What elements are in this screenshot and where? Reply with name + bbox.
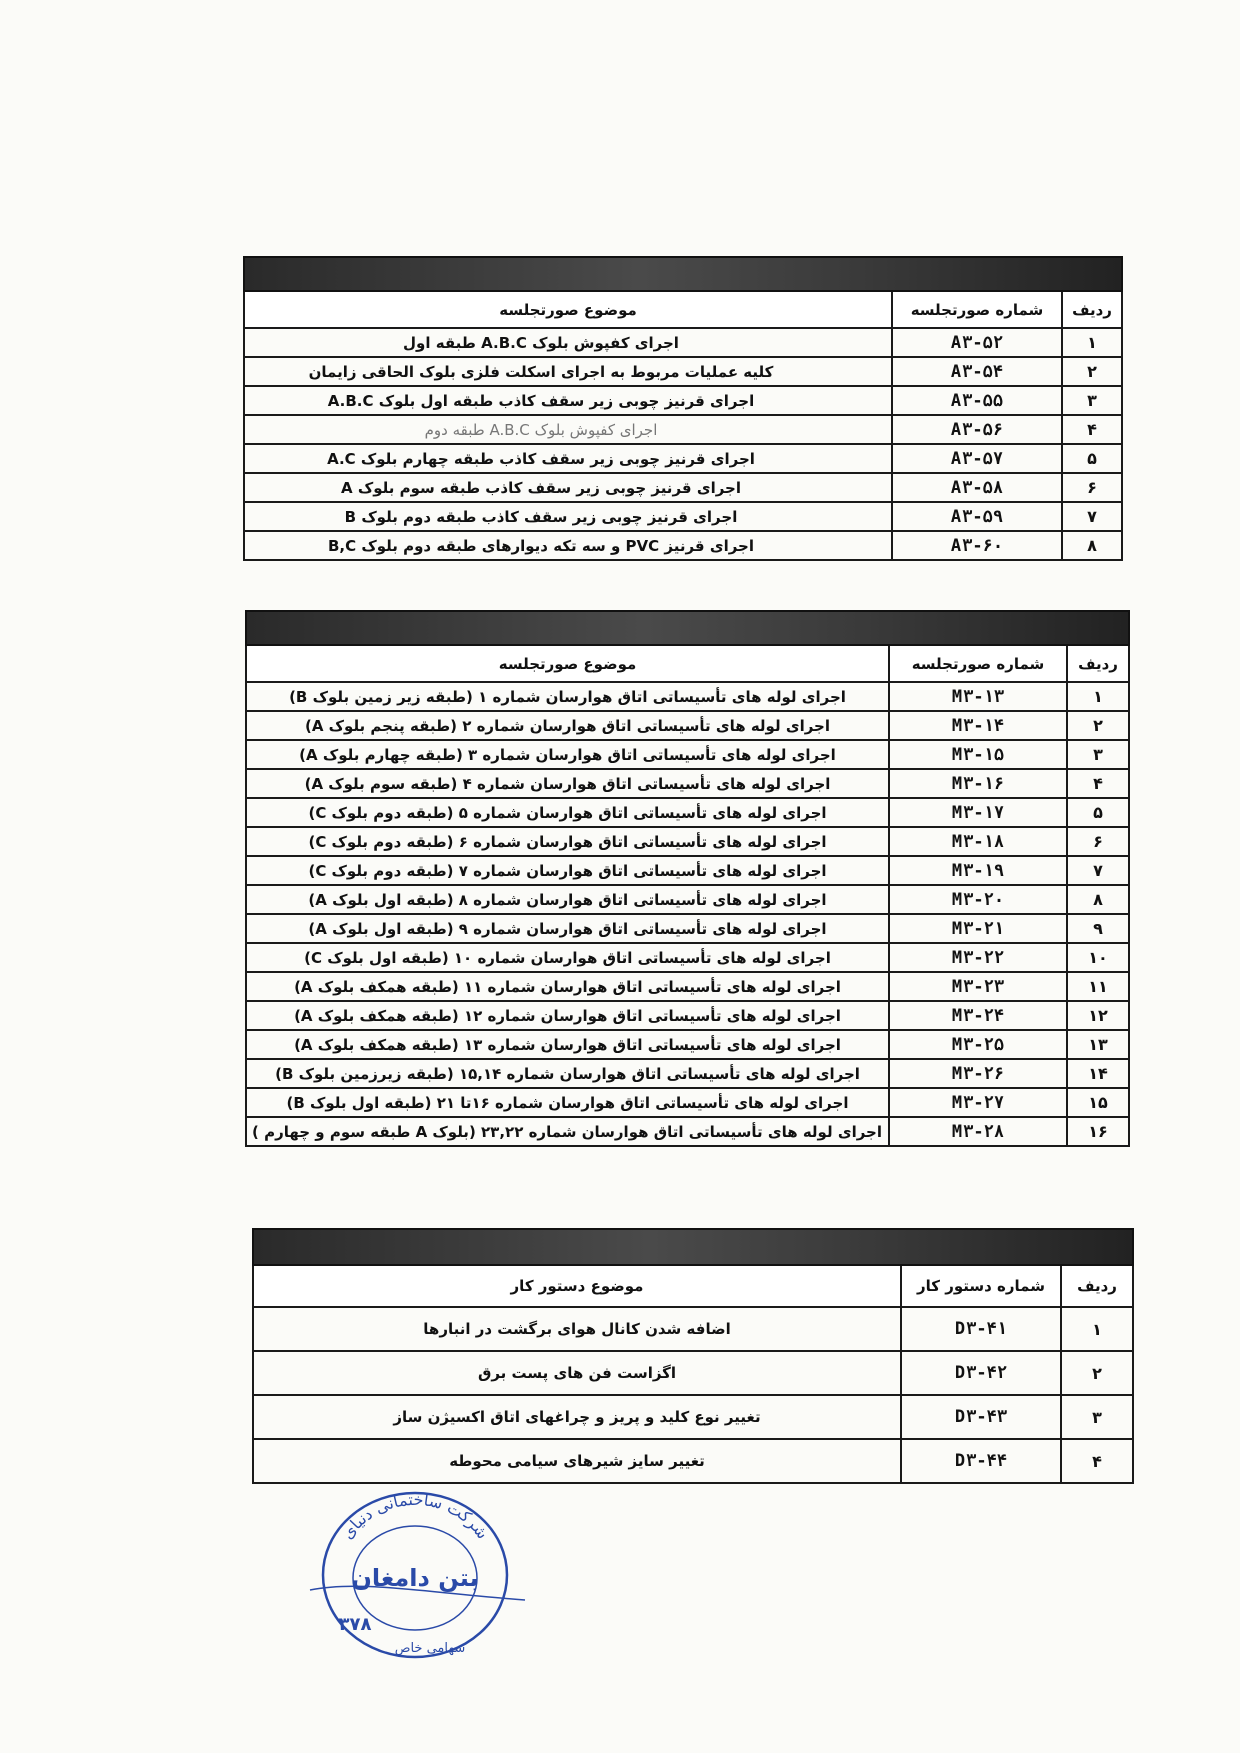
record-code: A۳-۶۰ <box>892 531 1062 560</box>
table-row <box>244 328 1122 357</box>
table-row <box>244 473 1122 502</box>
row-number: ۱۳ <box>1067 1030 1129 1059</box>
record-subject: اجرای قرنیز چوبی زیر سقف کاذب طبقه اول بلوک A.B.C <box>244 386 892 415</box>
row-number: ۳ <box>1067 740 1129 769</box>
table-row <box>246 1117 1129 1146</box>
table-row <box>246 972 1129 1001</box>
record-subject: اجرای لوله های تأسیساتی اتاق هوارسان شماره ۹ (طبقه اول بلوک A) <box>246 914 889 943</box>
record-subject: اجرای لوله های تأسیساتی اتاق هوارسان شماره ۱۵,۱۴ (طبقه زیرزمین بلوک B) <box>246 1059 889 1088</box>
record-code: M۳-۱۹ <box>889 856 1067 885</box>
row-number: ۲ <box>1067 711 1129 740</box>
record-code: M۳-۲۲ <box>889 943 1067 972</box>
col-header-code: شماره صورتجلسه <box>892 291 1062 328</box>
record-code: A۳-۵۴ <box>892 357 1062 386</box>
record-code: M۳-۲۷ <box>889 1088 1067 1117</box>
record-code: D۳-۴۴ <box>901 1439 1061 1483</box>
stamp-name: بتن دامغان <box>351 1564 479 1592</box>
record-subject: اجرای لوله های تأسیساتی اتاق هوارسان شماره ۳ (طبقه چهارم بلوک A) <box>246 740 889 769</box>
row-number: ۱۴ <box>1067 1059 1129 1088</box>
table-banner <box>246 611 1129 645</box>
record-code: M۳-۱۸ <box>889 827 1067 856</box>
record-subject: اجرای کفپوش بلوک A.B.C طبقه اول <box>244 328 892 357</box>
table-row <box>253 1307 1133 1351</box>
table-row <box>246 769 1129 798</box>
record-subject: اگزاست فن های پست برق <box>253 1351 901 1395</box>
table-row <box>246 914 1129 943</box>
record-code: M۳-۲۴ <box>889 1001 1067 1030</box>
record-code: A۳-۵۶ <box>892 415 1062 444</box>
record-subject: اجرای قرنیز چوبی زیر سقف کاذب طبقه چهارم بلوک A.C <box>244 444 892 473</box>
row-number: ۴ <box>1061 1439 1133 1483</box>
record-code: M۳-۱۶ <box>889 769 1067 798</box>
row-number: ۶ <box>1067 827 1129 856</box>
record-code: D۳-۴۲ <box>901 1351 1061 1395</box>
record-subject: اجرای لوله های تأسیساتی اتاق هوارسان شماره ۷ (طبقه دوم بلوک C) <box>246 856 889 885</box>
table-row <box>246 856 1129 885</box>
record-subject: اجرای لوله های تأسیساتی اتاق هوارسان شماره ۴ (طبقه سوم بلوک A) <box>246 769 889 798</box>
record-code: A۳-۵۸ <box>892 473 1062 502</box>
col-header-row: ردیف <box>1067 645 1129 682</box>
table-row <box>246 798 1129 827</box>
record-subject: تغییر سایز شیرهای سیامی محوطه <box>253 1439 901 1483</box>
table-row <box>253 1439 1133 1483</box>
record-code: M۳-۲۸ <box>889 1117 1067 1146</box>
row-number: ۴ <box>1067 769 1129 798</box>
row-number: ۳ <box>1061 1395 1133 1439</box>
col-header-row: ردیف <box>1062 291 1122 328</box>
record-code: M۳-۲۳ <box>889 972 1067 1001</box>
record-subject: اجرای لوله های تأسیساتی اتاق هوارسان شماره ۱ (طبقه زیر زمین بلوک B) <box>246 682 889 711</box>
row-number: ۵ <box>1067 798 1129 827</box>
record-code: A۳-۵۹ <box>892 502 1062 531</box>
record-subject: اجرای قرنیز چوبی زیر سقف کاذب طبقه دوم بلوک B <box>244 502 892 531</box>
row-number: ۸ <box>1062 531 1122 560</box>
row-number: ۱۶ <box>1067 1117 1129 1146</box>
row-number: ۷ <box>1062 502 1122 531</box>
table-row <box>246 740 1129 769</box>
record-subject: اجرای لوله های تأسیساتی اتاق هوارسان شماره ۱۱ (طبقه همکف بلوک A) <box>246 972 889 1001</box>
stamp-type: سهامی خاص <box>394 1641 466 1656</box>
table-row <box>246 1088 1129 1117</box>
work-orders-table-d <box>252 1228 1134 1484</box>
record-code: A۳-۵۵ <box>892 386 1062 415</box>
table-row <box>244 531 1122 560</box>
record-subject: اجرای لوله های تأسیساتی اتاق هوارسان شماره ۲ (طبقه پنجم بلوک A) <box>246 711 889 740</box>
record-code: D۳-۴۱ <box>901 1307 1061 1351</box>
table-row <box>244 357 1122 386</box>
record-subject: اجرای قرنیز چوبی زیر سقف کاذب طبقه سوم بلوک A <box>244 473 892 502</box>
record-subject: اجرای لوله های تأسیساتی اتاق هوارسان شماره ۱۶تا ۲۱ (طبقه اول بلوک B) <box>246 1088 889 1117</box>
svg-text:شرکت ساختمانی دنیای <box>338 1490 493 1543</box>
col-header-code: شماره صورتجلسه <box>889 645 1067 682</box>
record-subject: اجرای لوله های تأسیساتی اتاق هوارسان شماره ۱۳ (طبقه همکف بلوک A) <box>246 1030 889 1059</box>
record-subject: کلیه عملیات مربوط به اجرای اسکلت فلزی بلوک الحاقی زایمان <box>244 357 892 386</box>
row-number: ۷ <box>1067 856 1129 885</box>
record-subject: اجرای قرنیز PVC و سه تکه دیوارهای طبقه دوم بلوک B,C <box>244 531 892 560</box>
stamp-number: ۳۷۸ <box>338 1614 372 1635</box>
record-code: M۳-۱۷ <box>889 798 1067 827</box>
table-row <box>253 1395 1133 1439</box>
row-number: ۱۱ <box>1067 972 1129 1001</box>
record-subject: اجرای کفپوش بلوک A.B.C طبقه دوم <box>244 415 892 444</box>
table-row <box>244 415 1122 444</box>
row-number: ۱۲ <box>1067 1001 1129 1030</box>
table-row <box>246 1001 1129 1030</box>
row-number: ۴ <box>1062 415 1122 444</box>
record-subject: تغییر نوع کلید و پریز و چراغهای اتاق اکسیژن ساز <box>253 1395 901 1439</box>
table-row <box>244 386 1122 415</box>
col-header-desc: موضوع دستور کار <box>253 1265 901 1307</box>
record-code: M۳-۲۱ <box>889 914 1067 943</box>
row-number: ۱ <box>1067 682 1129 711</box>
table-row <box>244 502 1122 531</box>
row-number: ۶ <box>1062 473 1122 502</box>
row-number: ۵ <box>1062 444 1122 473</box>
col-header-desc: موضوع صورتجلسه <box>244 291 892 328</box>
row-number: ۱۰ <box>1067 943 1129 972</box>
record-code: D۳-۴۳ <box>901 1395 1061 1439</box>
record-code: M۳-۲۶ <box>889 1059 1067 1088</box>
record-subject: اجرای لوله های تأسیساتی اتاق هوارسان شماره ۸ (طبقه اول بلوک A) <box>246 885 889 914</box>
row-number: ۳ <box>1062 386 1122 415</box>
table-row <box>253 1351 1133 1395</box>
record-subject: اجرای لوله های تأسیساتی اتاق هوارسان شماره ۱۲ (طبقه همکف بلوک A) <box>246 1001 889 1030</box>
col-header-code: شماره دستور کار <box>901 1265 1061 1307</box>
record-subject: اجرای لوله های تأسیساتی اتاق هوارسان شماره ۶ (طبقه دوم بلوک C) <box>246 827 889 856</box>
record-subject: اضافه شدن کانال هوای برگشت در انبارها <box>253 1307 901 1351</box>
row-number: ۱ <box>1061 1307 1133 1351</box>
record-code: M۳-۱۴ <box>889 711 1067 740</box>
record-subject: اجرای لوله های تأسیساتی اتاق هوارسان شماره ۲۳,۲۲ (بلوک A طبقه سوم و چهارم ) <box>246 1117 889 1146</box>
col-header-desc: موضوع صورتجلسه <box>246 645 889 682</box>
table-row <box>246 711 1129 740</box>
table-banner <box>253 1229 1133 1265</box>
record-subject: اجرای لوله های تأسیساتی اتاق هوارسان شماره ۱۰ (طبقه اول بلوک C) <box>246 943 889 972</box>
record-subject: اجرای لوله های تأسیساتی اتاق هوارسان شماره ۵ (طبقه دوم بلوک C) <box>246 798 889 827</box>
table-row <box>244 444 1122 473</box>
work-records-table-a <box>243 256 1123 561</box>
record-code: A۳-۵۷ <box>892 444 1062 473</box>
table-banner <box>244 257 1122 291</box>
row-number: ۸ <box>1067 885 1129 914</box>
col-header-row: ردیف <box>1061 1265 1133 1307</box>
row-number: ۹ <box>1067 914 1129 943</box>
row-number: ۲ <box>1061 1351 1133 1395</box>
company-stamp <box>300 1480 530 1670</box>
stamp-top-text: شرکت ساختمانی دنیای <box>337 1489 493 1543</box>
work-records-table-m <box>245 610 1130 1147</box>
table-row <box>246 1059 1129 1088</box>
record-code: M۳-۲۵ <box>889 1030 1067 1059</box>
row-number: ۱۵ <box>1067 1088 1129 1117</box>
table-row <box>246 827 1129 856</box>
table-row <box>246 885 1129 914</box>
record-code: M۳-۲۰ <box>889 885 1067 914</box>
record-code: M۳-۱۳ <box>889 682 1067 711</box>
table-row <box>246 1030 1129 1059</box>
table-row <box>246 682 1129 711</box>
row-number: ۱ <box>1062 328 1122 357</box>
record-code: A۳-۵۲ <box>892 328 1062 357</box>
row-number: ۲ <box>1062 357 1122 386</box>
table-row <box>246 943 1129 972</box>
record-code: M۳-۱۵ <box>889 740 1067 769</box>
